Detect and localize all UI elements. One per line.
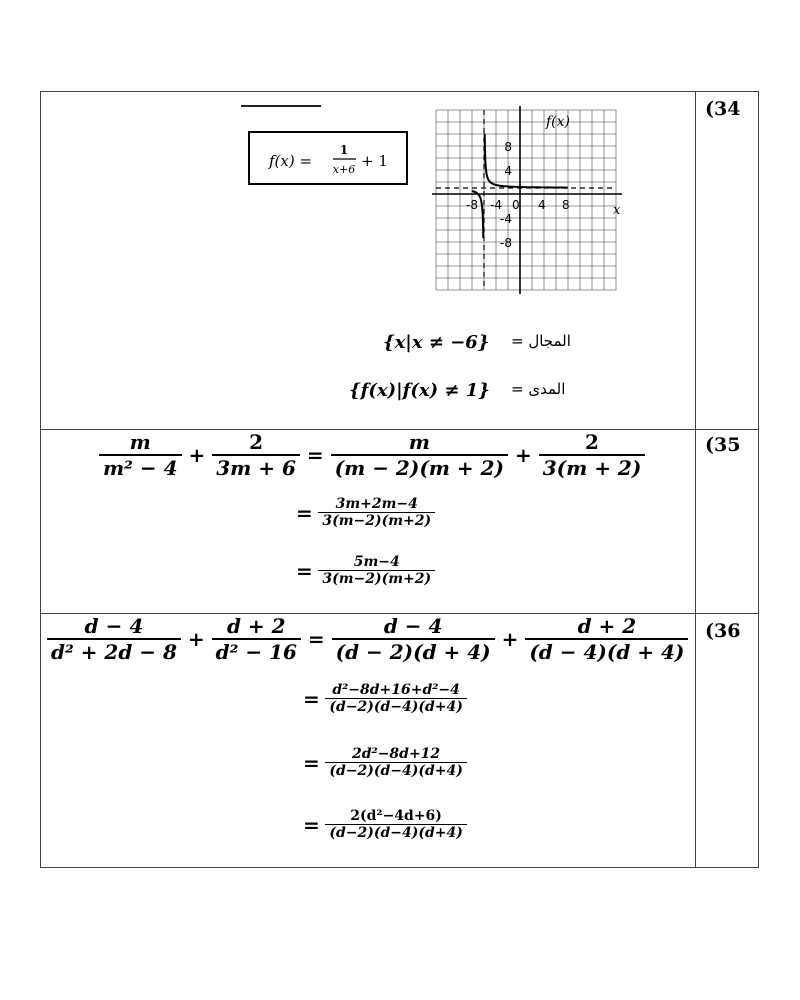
x-tick-label: 8	[562, 198, 570, 212]
fraction: $\frac{d + 2}{\text{d² − 16}}$	[212, 614, 301, 664]
fraction: $\frac{\text{d²−8d+16+d²−4}}{(d-2)(d-4)(d+4)}$	[325, 682, 467, 715]
range-set: {f(x)|f(x) ≠ 1}	[349, 380, 490, 401]
x-tick-label: -4	[490, 198, 502, 212]
graph-tick-labels	[466, 140, 570, 250]
q36-line3: = $\frac{\text{2d²−8d+12}}{(d-2)(d-4)(d+4)}$	[303, 746, 467, 779]
x-tick-label: 0	[512, 198, 520, 212]
y-tick-label: 4	[504, 164, 512, 178]
range-label: المدى =	[511, 380, 566, 398]
fraction: $\frac{d - 4}{\text{d² + 2d − 8}}$	[47, 614, 181, 664]
question-number-36: (36	[705, 620, 741, 642]
x-tick-label: 4	[538, 198, 546, 212]
y-tick-label: -8	[500, 236, 512, 250]
y-tick-label: -4	[500, 212, 512, 226]
fraction: $\frac{\text{2(d²−4d+6)}}{(d-2)(d-4)(d+4)}$	[325, 808, 467, 841]
domain-label: المجال =	[511, 332, 571, 350]
graph-grid	[436, 110, 616, 290]
q35-line3: = $\frac{5m-4}{3(m-2)(m+2)}$	[296, 554, 435, 587]
question-number-35: (35	[705, 434, 741, 456]
fraction: $\frac{2}{3m + 6}$	[212, 430, 300, 480]
column-divider	[695, 92, 696, 867]
fraction: $\frac{5m-4}{3(m-2)(m+2)}$	[318, 554, 435, 587]
y-axis-label: f(x)	[546, 114, 571, 130]
q35-line2: = $\frac{3m+2m-4}{3(m-2)(m+2)}$	[296, 496, 435, 529]
x-axis-label: x	[613, 203, 621, 218]
q36-line4: = $\frac{\text{2(d²−4d+6)}}{(d-2)(d-4)(d+4)}$	[303, 808, 467, 841]
function-label-den: x+6	[332, 163, 356, 176]
curve-right-branch	[485, 134, 568, 188]
fraction: $\frac{d + 2}{(d - 4)(d + 4)}$	[525, 614, 688, 664]
fraction: $\frac{m}{(m - 2)(m + 2)}$	[331, 430, 508, 480]
fraction: $\frac{d - 4}{(d - 2)(d + 4)}$	[332, 614, 495, 664]
answer-table	[40, 91, 759, 868]
fraction: $\frac{\text{2d²−8d+12}}{(d-2)(d-4)(d+4)}$	[325, 746, 467, 779]
fraction: $\frac{3m+2m-4}{3(m-2)(m+2)}$	[318, 496, 435, 529]
q35-line1: $\frac{m}{\text{m² − 4}}$ + $\frac{2}{3m + 6}$ = $\frac{m}{(m - 2)(m + 2)}$ + $\frac{2}{3(m + 2)}$	[99, 430, 645, 480]
x-tick-label: -8	[466, 198, 478, 212]
function-label-num: 1	[339, 143, 349, 157]
function-label-f: f(x) =	[269, 152, 313, 170]
fraction: $\frac{2}{3(m + 2)}$	[539, 430, 646, 480]
question-number-34: (34	[705, 98, 741, 120]
q36-line1: $\frac{d - 4}{\text{d² + 2d − 8}}$ + $\frac{d + 2}{\text{d² − 16}}$ = $\frac{d - 4}{(d - 2)(d + 4)}$ + $\frac{d + 2}{(d - 4)(d + 4)}$	[47, 614, 688, 664]
function-graph	[241, 102, 621, 307]
function-label-tail: + 1	[361, 152, 388, 170]
domain-set: {x|x ≠ −6}	[383, 332, 490, 353]
fraction: $\frac{m}{\text{m² − 4}}$	[99, 430, 182, 480]
q36-line2: = $\frac{\text{d²−8d+16+d²−4}}{(d-2)(d-4)(d+4)}$	[303, 682, 467, 715]
y-tick-label: 8	[504, 140, 512, 154]
